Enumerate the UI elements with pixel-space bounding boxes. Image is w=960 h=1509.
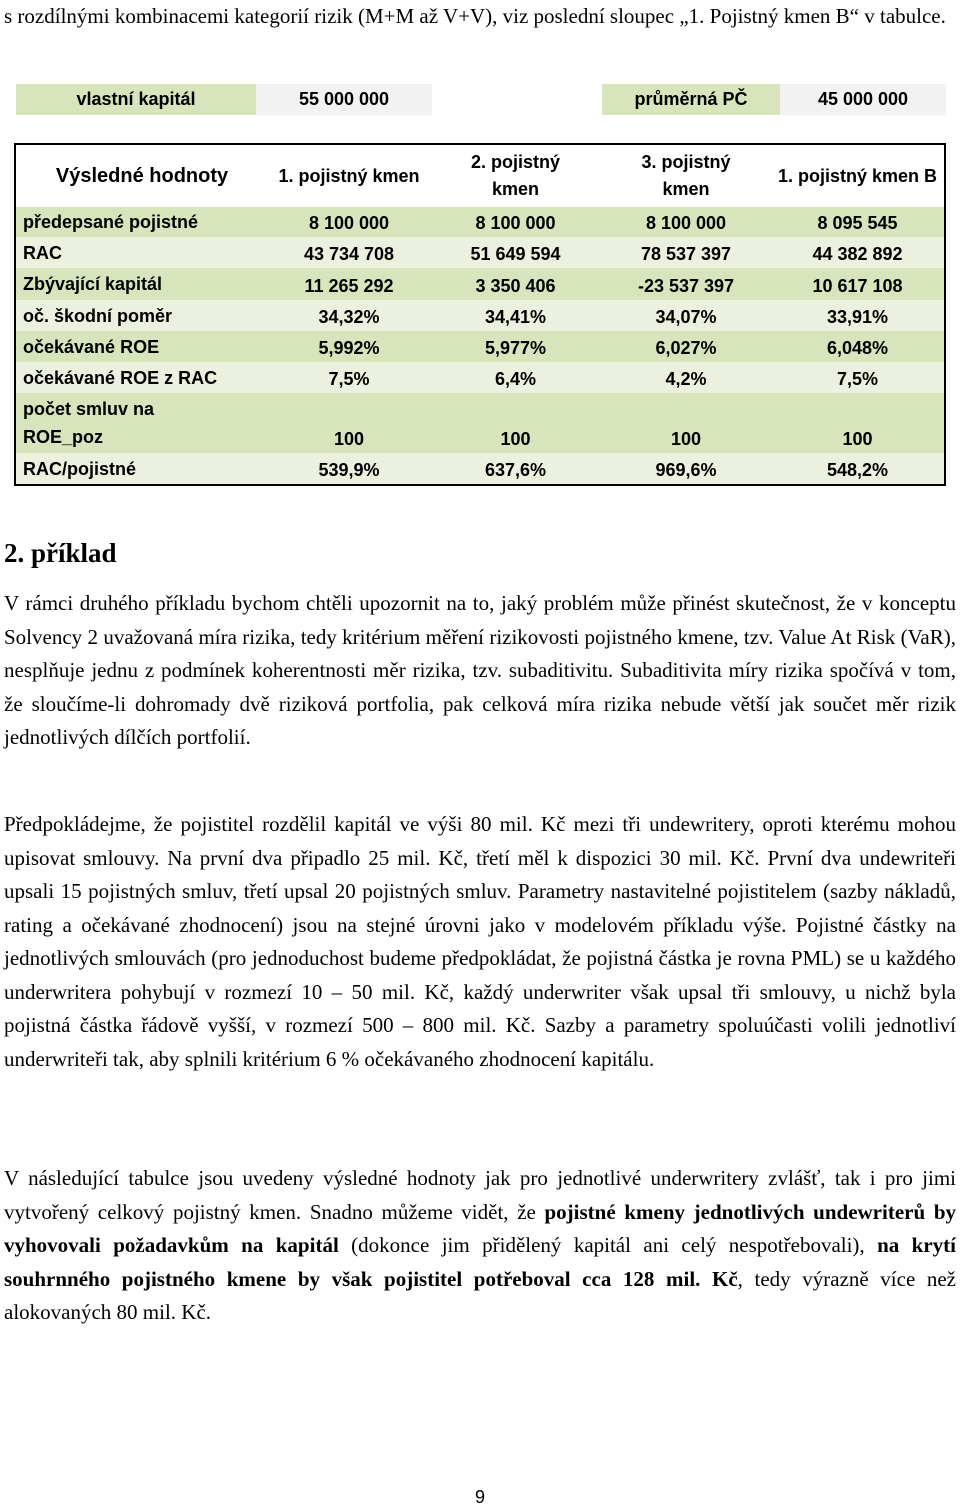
paragraph-3-part-c: (dokonce jim přidělený kapitál ani celý nespotřebovali), — [338, 1233, 878, 1257]
table-row — [16, 393, 944, 453]
row-value: 637,6% — [484, 460, 547, 480]
results-header-col4: 1. pojistný kmen B — [777, 165, 938, 186]
row-value: 44 382 892 — [812, 244, 903, 264]
row-value: 5,977% — [484, 338, 547, 358]
capital-value: 55 000 000 — [256, 84, 432, 115]
row-value: 8 095 545 — [817, 213, 898, 233]
intro-paragraph: s rozdílnými kombinacemi kategorií rizik (M+M až V+V), viz poslední sloupec „1. Pojistný kmen B“ v tabulce. — [4, 4, 946, 28]
paragraph-3-bold-a: pojistné kmeny jednotlivých undewriterů by vyhovovali požadavkům na kapitál — [4, 1199, 956, 1257]
row-value: 8 100 000 — [475, 213, 556, 233]
table-row — [16, 453, 944, 484]
row-label: RAC — [23, 242, 62, 263]
row-value: 969,6% — [655, 460, 717, 480]
row-value: 100 — [500, 429, 531, 449]
row-value: 34,32% — [318, 307, 380, 327]
row-value: 10 617 108 — [812, 276, 903, 296]
row-value: 43 734 708 — [303, 244, 395, 264]
table-row — [16, 237, 944, 268]
row-value: 3 350 406 — [475, 276, 556, 296]
row-value: 51 649 594 — [470, 244, 561, 264]
capital-label: vlastní kapitál — [16, 84, 256, 115]
row-value: 6,048% — [826, 338, 889, 358]
row-value: 8 100 000 — [645, 213, 727, 233]
row-value: 78 537 397 — [640, 244, 732, 264]
results-header-col1: 1. pojistný kmen — [278, 165, 420, 186]
row-value: 100 — [670, 429, 702, 449]
paragraph-1: V rámci druhého příkladu bychom chtěli upozornit na to, jaký problém může přinést skutečnost, že v konceptu Solvency 2 uvažovaná míra rizika, tedy kritérium měření rizikovosti pojistného kmene, tzv. Value At Risk (VaR), nesplňuje jednu z podmínek koherentnosti měr rizika, tzv. subaditivitu. Subaditivita míry rizika spočívá v tom, že sloučíme-li dohromady dvě riziková portfolia, pak celková míra rizika nebude větší jak součet měr rizik jednotlivých dílčích portfolií. — [4, 591, 956, 749]
row-label: očekávané ROE — [23, 336, 160, 357]
paragraph-3 — [4, 1162, 956, 1330]
row-value: -23 537 397 — [637, 276, 735, 296]
row-value: 100 — [333, 429, 365, 449]
row-label: počet smluv na ROE_poz — [23, 399, 155, 447]
row-value: 34,07% — [655, 307, 717, 327]
table-row — [16, 362, 944, 393]
row-value: 7,5% — [836, 369, 879, 389]
row-value: 4,2% — [665, 369, 707, 389]
row-value: 11 265 292 — [304, 276, 394, 296]
row-label: předepsané pojistné — [23, 212, 199, 232]
row-label: Zbývající kapitál — [23, 274, 163, 294]
page-number: 9 — [474, 1487, 485, 1507]
row-value: 6,027% — [655, 338, 717, 358]
results-table — [14, 143, 946, 486]
row-value: 548,2% — [826, 460, 889, 480]
row-value: 6,4% — [494, 369, 537, 389]
row-label: oč. škodní poměr — [23, 305, 173, 326]
row-value: 100 — [842, 429, 873, 449]
table-row — [16, 207, 944, 237]
paragraph-3-part-e: , tedy výrazně více než alokovaných 80 mil. Kč. — [4, 1266, 957, 1324]
results-header-col2: 2. pojistný kmen — [470, 152, 560, 199]
table-row — [16, 268, 944, 300]
paragraph-3-part-a: V následující tabulce jsou uvedeny výsledné hodnoty jak pro jednotlivé underwritery zvlášť, tak i pro jimi vytvořený celkový pojistný kmen. Snadno můžeme vidět, že — [4, 1166, 956, 1224]
row-value: 539,9% — [318, 460, 380, 480]
table-row — [16, 300, 944, 331]
paragraph-2: Předpokládejme, že pojistitel rozdělil kapitál ve výši 80 mil. Kč mezi tři undewritery, oproti kterému mohou upisovat smlouvy. Na první dva připadlo 25 mil. Kč, třetí měl k dispozici 30 mil. Kč. První dva undewriteři upsali 15 pojistných smluv, třetí upsal 20 pojistných smluv. Parametry nastavitelné pojistitelem (sazby nákladů, rating a očekávané zhodnocení) jsou na stejné úrovni jako v modelovém příkladu výše. Pojistné částky na jednotlivých smlouvách (pro jednoduchost budeme předpokládat, že pojistná částka je rovna PML) se u každého underwritera pohybují v rozmezí 10 – 50 mil. Kč, každý underwriter však upsal tři smlouvy, u nichž byla pojistná částka řádově vyšší, v rozmezí 500 – 800 mil. Kč. Sazby a parametry spoluúčasti volili jednotliví underwriteři tak, aby splnili kritérium 6 % očekávaného zhodnocení kapitálu. — [4, 812, 956, 1071]
results-header-title: Výsledné hodnoty — [55, 164, 229, 187]
row-label: očekávané ROE z RAC — [23, 367, 218, 388]
row-label: RAC/pojistné — [23, 458, 137, 479]
paragraph-3-bold-b: na krytí souhrnného pojistného kmene by však pojistitel potřeboval cca 128 mil. Kč — [4, 1233, 956, 1291]
row-value: 7,5% — [328, 369, 370, 389]
average-claim-label: průměrná PČ — [602, 84, 780, 115]
row-value: 8 100 000 — [308, 213, 390, 233]
row-value: 33,91% — [826, 307, 889, 327]
average-claim-value: 45 000 000 — [780, 84, 946, 115]
row-value: 34,41% — [484, 307, 547, 327]
table-row — [16, 331, 944, 362]
results-header-col3: 3. pojistný kmen — [641, 152, 731, 199]
section-heading: 2. příklad — [4, 538, 117, 568]
row-value: 5,992% — [318, 338, 380, 358]
capital-table — [16, 84, 946, 115]
